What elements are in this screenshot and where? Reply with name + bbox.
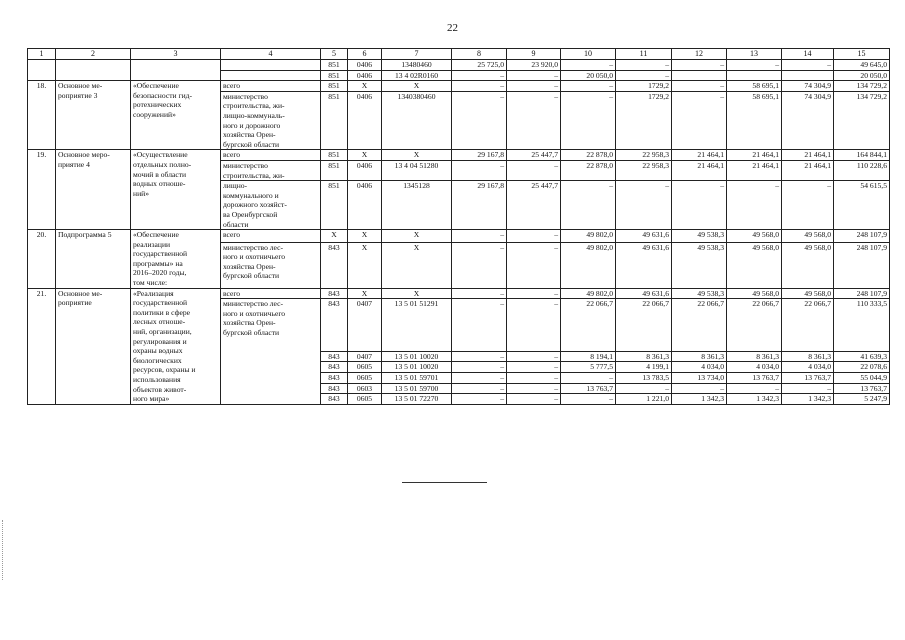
value-cell: 110 333,5 <box>834 299 890 352</box>
code-col7: 13 5 01 72270 <box>382 394 452 405</box>
column-header: 1 <box>28 49 56 60</box>
code-col6: 0407 <box>348 351 382 362</box>
executor <box>221 70 321 81</box>
value-cell: 49 631,6 <box>616 288 672 299</box>
measure-title-line: ротехнических <box>133 100 182 110</box>
measure-title-line: сооружений» <box>133 109 176 119</box>
code-col7: 13 5 01 59701 <box>382 373 452 384</box>
value-cell: 21 464,1 <box>727 160 782 180</box>
code-col6: 0407 <box>348 299 382 352</box>
value-cell: 8 194,1 <box>561 351 616 362</box>
column-header: 8 <box>452 49 507 60</box>
value-cell: 49 568,0 <box>727 288 782 299</box>
code-col5: 843 <box>321 288 348 299</box>
code-col6: X <box>348 288 382 299</box>
value-cell: – <box>452 373 507 384</box>
value-cell: 1 342,3 <box>727 394 782 405</box>
value-cell: – <box>452 299 507 352</box>
executor: всего <box>221 150 321 161</box>
code-col5: X <box>321 230 348 242</box>
value-cell: 74 304,9 <box>782 91 834 150</box>
table-row <box>28 230 890 242</box>
value-cell: 49 568,0 <box>782 242 834 288</box>
value-cell: 58 695,1 <box>727 91 782 150</box>
value-cell: – <box>507 242 561 288</box>
measure-title <box>131 150 221 230</box>
measure-title-line: объектов живот- <box>133 384 187 394</box>
value-cell: 49 631,6 <box>616 230 672 242</box>
measure-title-line: программы» на <box>133 258 183 268</box>
code-col6: X <box>348 242 382 288</box>
value-cell: 49 802,0 <box>561 288 616 299</box>
value-cell: 21 464,1 <box>727 150 782 161</box>
measure-name <box>56 150 131 230</box>
measure-name-line: Основное меро- <box>58 150 110 160</box>
column-header: 14 <box>782 49 834 60</box>
value-cell: 13 763,7 <box>782 373 834 384</box>
value-cell: 13 734,0 <box>672 373 727 384</box>
value-cell: – <box>672 91 727 150</box>
value-cell: 13 783,5 <box>616 373 672 384</box>
measure-title-line: ний, организации, <box>133 327 192 337</box>
code-col5: 843 <box>321 242 348 288</box>
value-cell: – <box>452 160 507 180</box>
value-cell: 29 167,8 <box>452 150 507 161</box>
measure-title <box>131 230 221 289</box>
code-col7: 13480460 <box>382 60 452 71</box>
measure-title-line: «Реализация <box>133 288 174 298</box>
value-cell: – <box>727 383 782 394</box>
value-cell: 248 107,9 <box>834 288 890 299</box>
value-cell: 8 361,3 <box>616 351 672 362</box>
code-col7: X <box>382 242 452 288</box>
code-col6: X <box>348 230 382 242</box>
value-cell: 134 729,2 <box>834 81 890 92</box>
measure-title-line: ний» <box>133 188 149 198</box>
table-row <box>28 288 890 299</box>
value-cell: – <box>561 60 616 71</box>
value-cell: 164 844,1 <box>834 150 890 161</box>
page-number: 22 <box>447 22 458 34</box>
measure-name <box>56 288 131 404</box>
value-cell: 8 361,3 <box>782 351 834 362</box>
value-cell: – <box>782 383 834 394</box>
value-cell: 5 247,9 <box>834 394 890 405</box>
value-cell: 22 078,6 <box>834 362 890 373</box>
code-col6: 0406 <box>348 70 382 81</box>
value-cell: 22 066,7 <box>616 299 672 352</box>
measure-name <box>56 60 131 81</box>
value-cell: 49 568,0 <box>727 230 782 242</box>
value-cell: 134 729,2 <box>834 91 890 150</box>
value-cell: 248 107,9 <box>834 230 890 242</box>
table-row <box>28 150 890 161</box>
column-header: 15 <box>834 49 890 60</box>
value-cell: – <box>507 362 561 373</box>
footer-rule <box>402 482 487 483</box>
measure-title-line: политики в сфере <box>133 307 191 317</box>
code-col5: 843 <box>321 394 348 405</box>
value-cell: – <box>616 70 672 81</box>
value-cell: – <box>452 230 507 242</box>
code-col6: 0406 <box>348 91 382 150</box>
value-cell: – <box>507 160 561 180</box>
value-cell: 4 034,0 <box>672 362 727 373</box>
value-cell: 1 342,3 <box>672 394 727 405</box>
measure-title-line: регулирования и <box>133 336 187 346</box>
code-col7: 13 4 02R0160 <box>382 70 452 81</box>
executor: министерство лес- ного и охотничьего хозяйства Орен- бургской области <box>221 299 321 405</box>
row-number: 20. <box>28 230 56 289</box>
value-cell: 22 958,3 <box>616 160 672 180</box>
value-cell: 49 802,0 <box>561 242 616 288</box>
value-cell: 23 920,0 <box>507 60 561 71</box>
code-col6: 0605 <box>348 373 382 384</box>
measure-name-line: Основное ме- <box>58 81 103 91</box>
value-cell: – <box>507 299 561 352</box>
measure-title-line: ного мира» <box>133 394 170 404</box>
value-cell: – <box>452 362 507 373</box>
column-header: 5 <box>321 49 348 60</box>
code-col5: 843 <box>321 373 348 384</box>
value-cell: 49 645,0 <box>834 60 890 71</box>
value-cell: 248 107,9 <box>834 242 890 288</box>
value-cell: 55 044,9 <box>834 373 890 384</box>
executor: всего <box>221 230 321 242</box>
measure-title-line: ресурсов, охраны и <box>133 365 196 375</box>
code-col7: 13 5 01 51291 <box>382 299 452 352</box>
row-number: 19. <box>28 150 56 230</box>
value-cell: 22 066,7 <box>727 299 782 352</box>
measure-title-line: безопасности гид- <box>133 90 193 100</box>
code-col7: X <box>382 288 452 299</box>
value-cell: – <box>452 288 507 299</box>
value-cell: 49 568,0 <box>782 288 834 299</box>
executor <box>221 60 321 71</box>
value-cell: 21 464,1 <box>782 160 834 180</box>
value-cell: – <box>561 91 616 150</box>
value-cell: – <box>616 383 672 394</box>
measure-title-line: водных отноше- <box>133 179 186 189</box>
table-row <box>28 81 890 92</box>
value-cell: – <box>452 394 507 405</box>
code-col7: 13 4 04 51280 <box>382 160 452 180</box>
code-col5: 851 <box>321 181 348 230</box>
value-cell: 1729,2 <box>616 91 672 150</box>
value-cell: – <box>672 60 727 71</box>
value-cell: – <box>507 394 561 405</box>
column-header: 4 <box>221 49 321 60</box>
value-cell: – <box>452 242 507 288</box>
value-cell: 13 763,7 <box>561 383 616 394</box>
measure-title-line: «Осуществление <box>133 150 188 160</box>
measure-title <box>131 288 221 404</box>
code-col6: 0605 <box>348 362 382 373</box>
measure-title-line: использования <box>133 375 181 384</box>
value-cell: 54 615,5 <box>834 181 890 230</box>
code-col7: 13 5 01 10020 <box>382 351 452 362</box>
code-col6: X <box>348 150 382 161</box>
value-cell: 4 034,0 <box>727 362 782 373</box>
executor: министерство строительства, жи- лищно-коммуналь- ного и дорожного хозяйства Орен- бургской области <box>221 91 321 150</box>
measure-title-line: государственной <box>133 298 188 308</box>
value-cell: – <box>782 60 834 71</box>
measure-title-line: отдельных полно- <box>133 159 192 169</box>
measure-title-line: государственной <box>133 249 188 259</box>
value-cell: – <box>507 383 561 394</box>
measure-title-line: «Обеспечение <box>133 230 179 240</box>
column-header: 2 <box>56 49 131 60</box>
value-cell: 13 763,7 <box>727 373 782 384</box>
value-cell: 49 802,0 <box>561 230 616 242</box>
value-cell: – <box>452 70 507 81</box>
value-cell: 22 066,7 <box>561 299 616 352</box>
value-cell: – <box>452 383 507 394</box>
code-col6: X <box>348 81 382 92</box>
value-cell: 5 777,5 <box>561 362 616 373</box>
budget-table <box>27 48 890 405</box>
value-cell: 4 199,1 <box>616 362 672 373</box>
column-header: 6 <box>348 49 382 60</box>
column-header: 11 <box>616 49 672 60</box>
value-cell: – <box>452 81 507 92</box>
code-col5: 843 <box>321 299 348 352</box>
value-cell <box>782 70 834 81</box>
row-number: 18. <box>28 81 56 150</box>
measure-title-line: «Обеспечение <box>133 81 179 91</box>
executor: лищно- коммунального и дорожного хозяйст- ва Оренбургской области <box>221 181 321 230</box>
binder-marks <box>2 520 5 580</box>
column-header: 12 <box>672 49 727 60</box>
value-cell: 8 361,3 <box>727 351 782 362</box>
code-col7: X <box>382 230 452 242</box>
executor: всего <box>221 288 321 299</box>
value-cell <box>672 70 727 81</box>
executor: министерство строительства, жи- <box>221 160 321 180</box>
value-cell: – <box>727 60 782 71</box>
value-cell: 22 878,0 <box>561 150 616 161</box>
measure-name <box>56 81 131 150</box>
value-cell: 29 167,8 <box>452 181 507 230</box>
measure-title-line: том числе: <box>133 278 168 288</box>
value-cell: – <box>616 181 672 230</box>
value-cell: – <box>507 91 561 150</box>
code-col5: 851 <box>321 81 348 92</box>
value-cell: – <box>561 81 616 92</box>
code-col6: 0406 <box>348 181 382 230</box>
measure-title-line: 2016–2020 годы, <box>133 268 187 278</box>
value-cell: 21 464,1 <box>782 150 834 161</box>
code-col5: 851 <box>321 150 348 161</box>
value-cell: – <box>507 230 561 242</box>
value-cell: – <box>672 383 727 394</box>
value-cell: 49 538,3 <box>672 242 727 288</box>
measure-name-line: приятие 4 <box>58 159 90 169</box>
value-cell: 1 221,0 <box>616 394 672 405</box>
value-cell: 21 464,1 <box>672 160 727 180</box>
code-col5: 851 <box>321 60 348 71</box>
code-col5: 843 <box>321 362 348 373</box>
executor: всего <box>221 81 321 92</box>
code-col5: 851 <box>321 91 348 150</box>
measure-name-line: роприятие <box>58 298 92 308</box>
code-col5: 843 <box>321 383 348 394</box>
measure-title-line: мочий в области <box>133 169 187 179</box>
column-header: 9 <box>507 49 561 60</box>
measure-name-line: Подпрограмма 5 <box>58 230 112 240</box>
value-cell <box>727 70 782 81</box>
value-cell: – <box>507 351 561 362</box>
measure-title-line: реализации <box>133 239 171 249</box>
value-cell: 58 695,1 <box>727 81 782 92</box>
value-cell: 25 725,0 <box>452 60 507 71</box>
measure-name <box>56 230 131 289</box>
value-cell: – <box>561 373 616 384</box>
code-col7: X <box>382 81 452 92</box>
value-cell: – <box>507 373 561 384</box>
value-cell: 13 763,7 <box>834 383 890 394</box>
column-header: 3 <box>131 49 221 60</box>
value-cell: 4 034,0 <box>782 362 834 373</box>
row-number: 21. <box>28 288 56 404</box>
value-cell: – <box>507 70 561 81</box>
value-cell: 41 639,3 <box>834 351 890 362</box>
value-cell: – <box>727 181 782 230</box>
value-cell: 22 958,3 <box>616 150 672 161</box>
value-cell: 8 361,3 <box>672 351 727 362</box>
value-cell: 25 447,7 <box>507 150 561 161</box>
value-cell: – <box>782 181 834 230</box>
value-cell: 25 447,7 <box>507 181 561 230</box>
value-cell: 20 050,0 <box>834 70 890 81</box>
column-header: 10 <box>561 49 616 60</box>
code-col6: 0406 <box>348 60 382 71</box>
value-cell: 21 464,1 <box>672 150 727 161</box>
code-col6: 0605 <box>348 394 382 405</box>
table-row <box>28 60 890 71</box>
code-col7: 1345128 <box>382 181 452 230</box>
measure-title <box>131 81 221 150</box>
code-col5: 851 <box>321 70 348 81</box>
value-cell: 20 050,0 <box>561 70 616 81</box>
value-cell: – <box>507 81 561 92</box>
measure-title-line: лесных отноше- <box>133 317 186 327</box>
value-cell: 49 538,3 <box>672 230 727 242</box>
value-cell: 49 631,6 <box>616 242 672 288</box>
measure-title-line: охраны водных <box>133 346 183 356</box>
measure-name-line: роприятие 3 <box>58 90 98 100</box>
code-col7: X <box>382 150 452 161</box>
value-cell: 49 568,0 <box>727 242 782 288</box>
measure-title <box>131 60 221 81</box>
value-cell: – <box>452 351 507 362</box>
measure-title-line: биологических <box>133 355 182 365</box>
value-cell: – <box>616 60 672 71</box>
value-cell: 22 066,7 <box>782 299 834 352</box>
column-header: 7 <box>382 49 452 60</box>
code-col5: 851 <box>321 160 348 180</box>
code-col5: 843 <box>321 351 348 362</box>
row-number <box>28 60 56 81</box>
value-cell: 74 304,9 <box>782 81 834 92</box>
code-col6: 0406 <box>348 160 382 180</box>
value-cell: 110 228,6 <box>834 160 890 180</box>
value-cell: 49 538,3 <box>672 288 727 299</box>
value-cell: 1729,2 <box>616 81 672 92</box>
value-cell: – <box>561 394 616 405</box>
column-header: 13 <box>727 49 782 60</box>
value-cell: 1 342,3 <box>782 394 834 405</box>
value-cell: – <box>452 91 507 150</box>
code-col7: 13 5 01 59700 <box>382 383 452 394</box>
value-cell: – <box>507 288 561 299</box>
executor: министерство лес- ного и охотничьего хозяйства Орен- бургской области <box>221 242 321 288</box>
header-row <box>28 49 890 60</box>
value-cell: – <box>672 81 727 92</box>
value-cell: 22 878,0 <box>561 160 616 180</box>
value-cell: 49 568,0 <box>782 230 834 242</box>
code-col7: 13 5 01 10020 <box>382 362 452 373</box>
value-cell: – <box>672 181 727 230</box>
value-cell: 22 066,7 <box>672 299 727 352</box>
code-col7: 1340380460 <box>382 91 452 150</box>
value-cell: – <box>561 181 616 230</box>
code-col6: 0603 <box>348 383 382 394</box>
measure-name-line: Основное ме- <box>58 288 103 298</box>
